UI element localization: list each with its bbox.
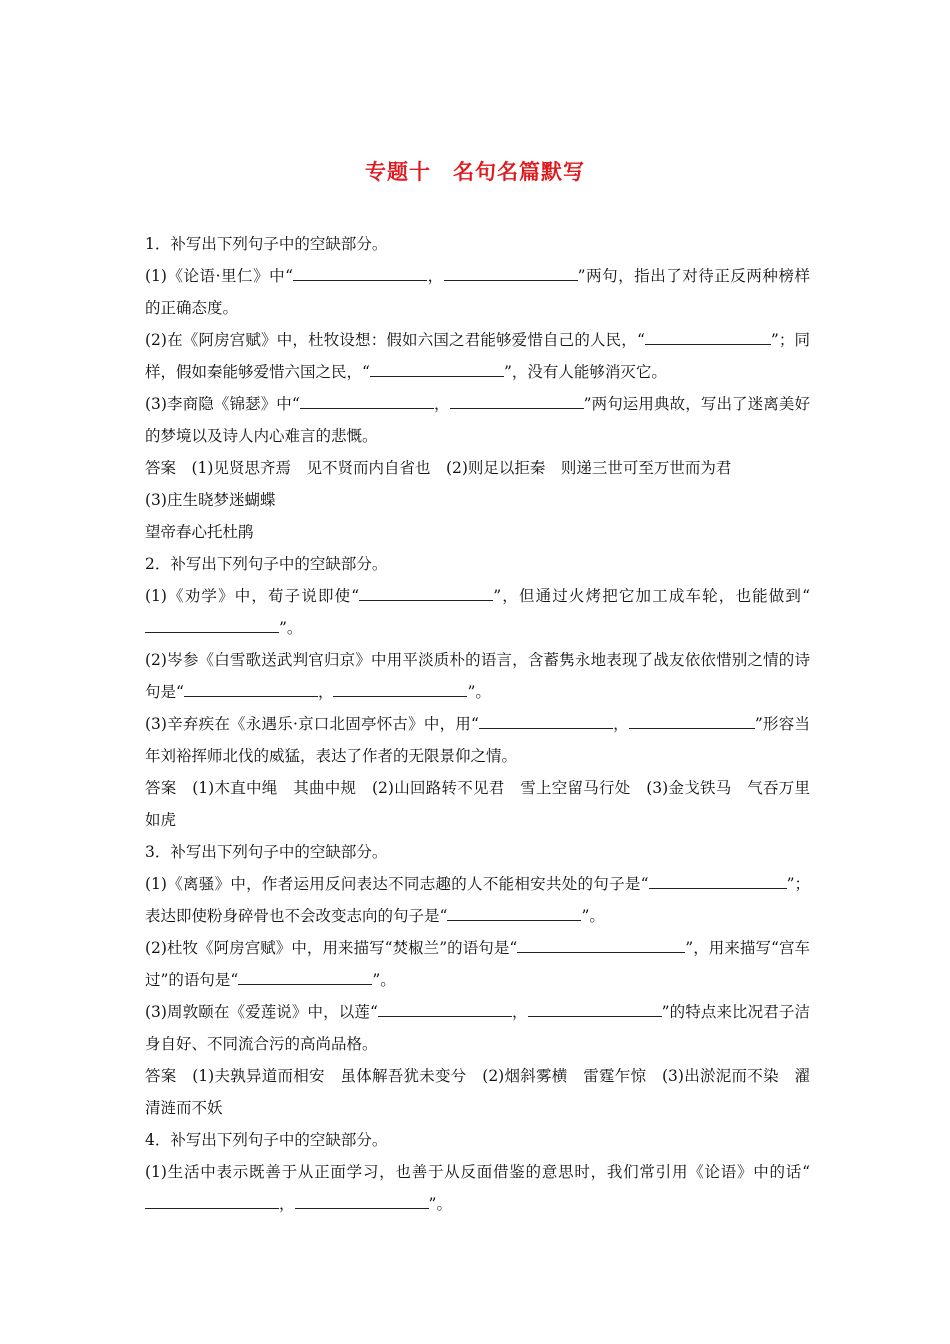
text: ”两句运用典故，写出了迷离美好的梦境以及诗人内心难言的悲慨。 [145,395,810,445]
fill-blank [370,360,504,377]
fill-blank [444,264,578,281]
question-4-heading: 4．补写出下列句子中的空缺部分。 [145,1131,388,1149]
text: ”的特点来比况君子洁身自好、不同流合污的高尚品格。 [145,1003,810,1053]
fill-blank [293,264,427,281]
question-1-answer: 答案 (1)见贤思齐焉 见不贤而内自省也 (2)则足以拒秦 则递三世可至万世而为君 [145,459,732,477]
text: ”；表达即使粉身碎骨也不会改变志向的句子是“ [145,875,810,925]
text: ”；同样，假如秦能够爱惜六国之民，“ [145,331,810,381]
text: ”形容当年刘裕挥师北伐的威猛，表达了作者的无限景仰之情。 [145,715,810,765]
fill-blank [378,1000,512,1017]
text: ， [612,715,629,733]
text: ， [317,683,334,701]
fill-blank [184,680,318,697]
fill-blank [517,936,685,953]
fill-blank [145,616,279,633]
text: ”，用来描写“宫车过”的语句是“ [145,939,810,989]
question-2-item-3 [145,708,810,772]
text: ”。 [372,971,396,989]
fill-blank [450,392,584,409]
question-3-item-2 [145,932,810,996]
fill-blank [145,1192,279,1209]
question-3-item-1 [145,868,810,932]
text: (2)杜牧《阿房宫赋》中，用来描写“焚椒兰”的语句是“ [145,939,518,957]
fill-blank [649,872,765,889]
fill-blank [447,904,581,921]
question-1-item-2 [145,324,810,388]
fill-blank [629,712,745,729]
text: (2)岑参《白雪歌送武判官归京》中用平淡质朴的语言，含蓄隽永地表现了战友依依惜别之情的诗句是“ [145,651,810,701]
document-body [145,228,810,1220]
text: (3)李商隐《锦瑟》中“ [145,395,300,413]
fill-blank [745,712,755,729]
question-3-answer: 答案 (1)夫孰异道而相安 虽体解吾犹未变兮 (2)烟斜雾横 雷霆乍惊 (3)出淤泥而不染 濯清涟而不妖 [145,1067,810,1117]
text: ”两句，指出了对待正反两种榜样的正确态度。 [145,267,810,317]
question-1-item-3 [145,388,810,452]
fill-blank [528,1000,662,1017]
text: (3)辛弃疾在《永遇乐·京口北固亭怀古》中，用“ [145,715,479,733]
fill-blank [765,872,787,889]
text: ”。 [467,683,491,701]
question-2-item-2 [145,644,810,708]
text: (1)《离骚》中，作者运用反问表达不同志趣的人不能相安共处的句子是“ [145,875,649,893]
text: (1)《论语·里仁》中“ [145,267,294,285]
text: ”，没有人能够消灭它。 [503,363,667,381]
fill-blank [295,1192,429,1209]
question-1-item-1 [145,260,810,324]
fill-blank [333,680,467,697]
text: ”。 [279,619,303,637]
text: (1)《劝学》中，荀子说即使“ [145,587,360,605]
question-3-item-3 [145,996,810,1060]
fill-blank [479,712,613,729]
question-3-heading: 3．补写出下列句子中的空缺部分。 [145,843,388,861]
text: ”，但通过火烤把它加工成车轮，也能做到“ [493,587,810,605]
question-2-heading: 2．补写出下列句子中的空缺部分。 [145,555,388,573]
question-1-answer-cont: 望帝春心托杜鹃 [145,523,254,541]
text: ， [279,1195,295,1213]
question-2-item-1 [145,580,810,644]
fill-blank [761,328,771,345]
fill-blank [645,328,761,345]
text: (3)周敦颐在《爱莲说》中，以莲“ [145,1003,378,1021]
fill-blank [359,584,493,601]
text: (1)生活中表示既善于从正面学习，也善于从反面借鉴的意思时，我们常引用《论语》中的话“ [145,1163,810,1181]
question-1-answer-cont: (3)庄生晓梦迷蝴蝶 [145,491,276,509]
question-4-item-1 [145,1156,810,1220]
page-title: 专题十 名句名篇默写 [365,160,585,184]
text: ， [427,267,444,285]
text: ”。 [581,907,605,925]
question-2-answer: 答案 (1)木直中绳 其曲中规 (2)山回路转不见君 雪上空留马行处 (3)金戈铁马 气吞万里如虎 [145,779,810,829]
text: (2)在《阿房宫赋》中，杜牧设想：假如六国之君能够爱惜自己的人民，“ [145,331,645,349]
text: ， [511,1003,528,1021]
text: ， [433,395,450,413]
question-1-heading: 1．补写出下列句子中的空缺部分。 [145,235,388,253]
text: ”。 [428,1195,452,1213]
fill-blank [238,968,372,985]
fill-blank [300,392,434,409]
